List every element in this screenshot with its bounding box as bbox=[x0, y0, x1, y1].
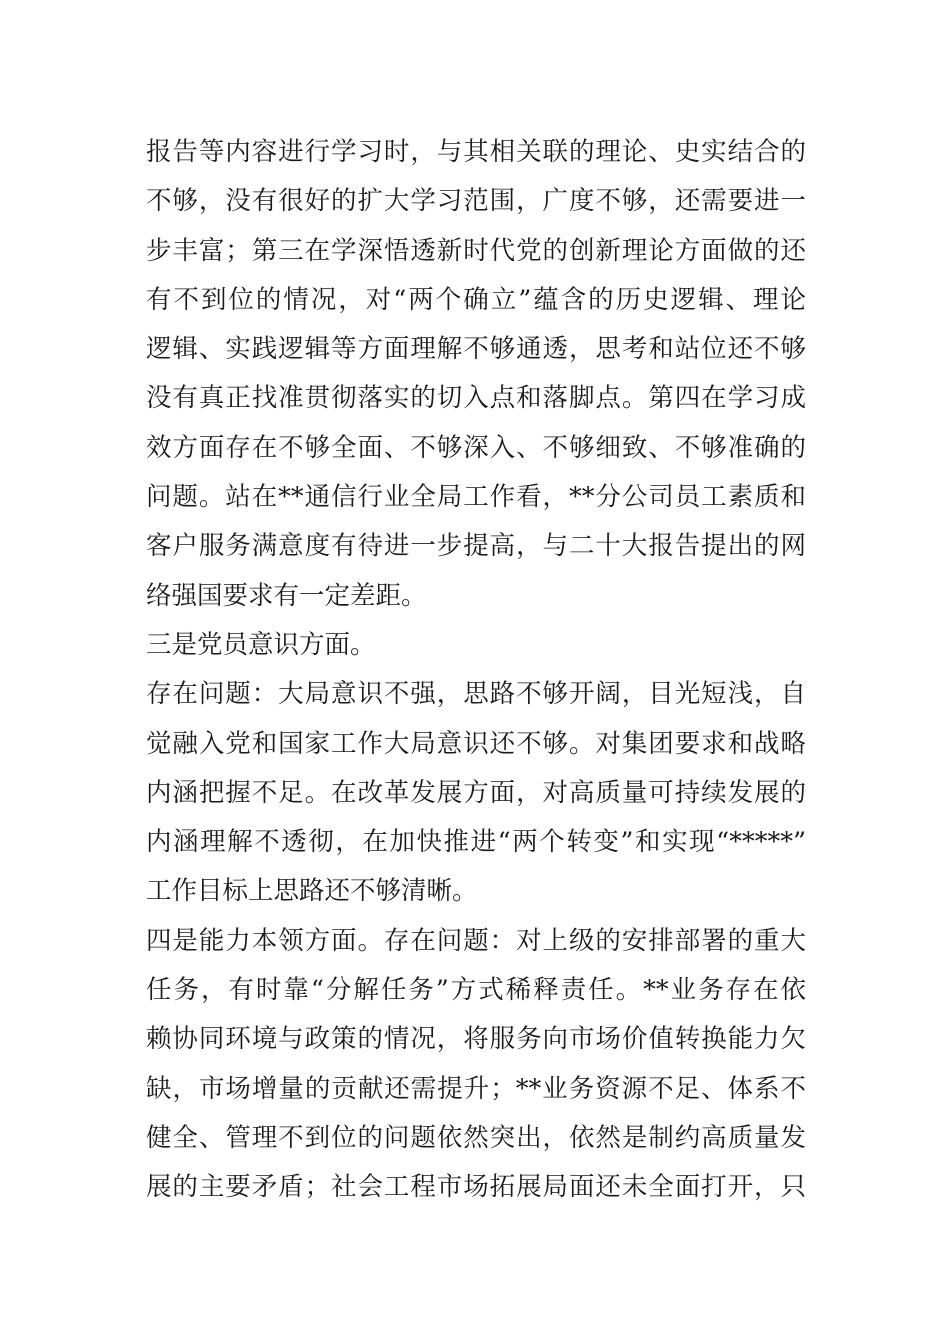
text-line: 不够，没有很好的扩大学习范围，广度不够，还需要进一 bbox=[146, 186, 806, 217]
text-line: 缺，市场增量的贡献还需提升；**业务资源不足、体系不 bbox=[146, 1073, 806, 1104]
text-line: 步丰富；第三在学深悟透新时代党的创新理论方面做的还 bbox=[146, 235, 806, 266]
text-line: 报告等内容进行学习时，与其相关联的理论、史实结合的 bbox=[146, 137, 806, 167]
text-line: 逻辑、实践逻辑等方面理解不够通透，思考和站位还不够 bbox=[146, 334, 806, 365]
text-line: 客户服务满意度有待进一步提高，与二十大报告提出的网 bbox=[146, 531, 806, 562]
text-line: 赖协同环境与政策的情况，将服务向市场价值转换能力欠 bbox=[146, 1024, 806, 1055]
text-line: 健全、管理不到位的问题依然突出，依然是制约高质量发 bbox=[146, 1122, 806, 1153]
text-line: 内涵理解不透彻，在加快推进“两个转变”和实现“*****” bbox=[146, 827, 806, 858]
text-line: 展的主要矛盾；社会工程市场拓展局面还未全面打开，只 bbox=[146, 1172, 806, 1203]
body-text bbox=[146, 128, 806, 1213]
text-line: 觉融入党和国家工作大局意识还不够。对集团要求和战略 bbox=[146, 728, 806, 759]
text-line: 没有真正找准贯彻落实的切入点和落脚点。第四在学习成 bbox=[146, 383, 806, 414]
section-heading: 三是党员意识方面。 bbox=[146, 629, 376, 660]
text-line: 任务，有时靠“分解任务”方式稀释责任。**业务存在依 bbox=[146, 975, 806, 1006]
text-line: 效方面存在不够全面、不够深入、不够细致、不够准确的 bbox=[146, 432, 806, 463]
text-line: 络强国要求有一定差距。 bbox=[146, 580, 427, 611]
text-line: 工作目标上思路还不够清晰。 bbox=[146, 876, 478, 907]
text-line: 存在问题：大局意识不强，思路不够开阔，目光短浅，自 bbox=[146, 679, 806, 710]
text-line: 内涵把握不足。在改革发展方面，对高质量可持续发展的 bbox=[146, 777, 806, 808]
text-line: 有不到位的情况，对“两个确立”蕴含的历史逻辑、理论 bbox=[146, 284, 806, 315]
text-line: 四是能力本领方面。存在问题：对上级的安排部署的重大 bbox=[146, 925, 806, 956]
text-line: 问题。站在**通信行业全局工作看，**分公司员工素质和 bbox=[146, 482, 806, 513]
